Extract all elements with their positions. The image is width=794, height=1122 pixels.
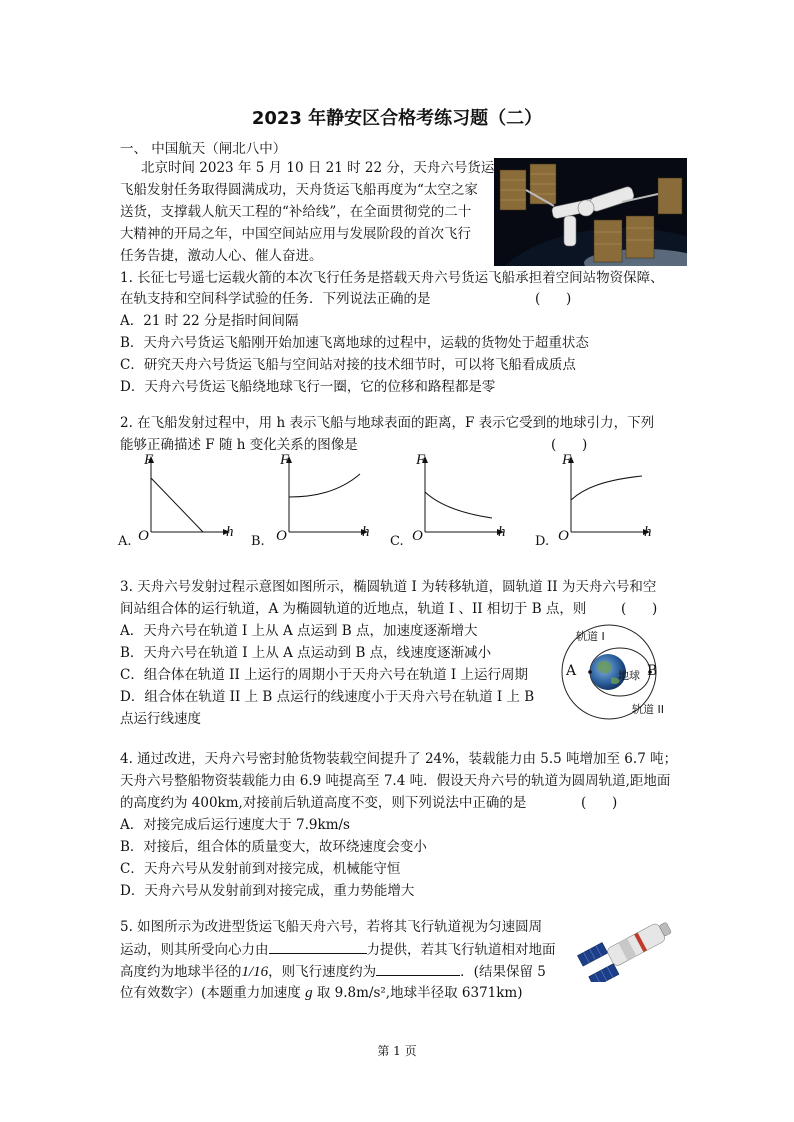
q3-option-a: A．天舟六号在轨道 I 上从 A 点运到 B 点，加速度逐渐增大 bbox=[120, 623, 478, 639]
axis-label-y: F bbox=[416, 452, 426, 468]
axis-label-x: h bbox=[362, 524, 370, 540]
q3-answer-paren[interactable]: ( ) bbox=[621, 601, 658, 617]
q1-option-a: A．21 时 22 分是指时间间隔 bbox=[120, 313, 299, 329]
q5-fraction: 1/16 bbox=[241, 964, 269, 980]
q4-option-a: A．对接完成后运行速度大于 7.9km/s bbox=[120, 817, 350, 833]
q2-option-c-label[interactable]: C. bbox=[390, 534, 404, 549]
q2-stem: 2. 在飞船发射过程中，用 h 表示飞船与地球表面的距离，F 表示它受到的地球引力，下列 bbox=[120, 415, 655, 431]
section-heading: 一、 中国航天（闸北八中） bbox=[120, 141, 287, 157]
q5-blank-force[interactable] bbox=[269, 939, 367, 954]
earth-label: 地球 bbox=[618, 669, 640, 682]
point-b-label: B bbox=[647, 663, 658, 679]
q2-stem: 能够正确描述 F 随 h 变化关系的图像是 bbox=[120, 437, 358, 453]
q3-option-b: B．天舟六号在轨道 I 上从 A 点运动到 B 点，线速度逐渐减小 bbox=[120, 645, 492, 661]
q4-stem: 的高度约为 400km,对接前后轨道高度不变，则下列说法中正确的是 bbox=[120, 795, 527, 811]
q5-blank-speed[interactable] bbox=[376, 961, 460, 976]
q4-stem: 4. 通过改进，天舟六号密封舱货物装载空间提升了 24%，装载能力由 5.5 吨增加至 6.7 吨； bbox=[120, 751, 678, 767]
intro-line: 飞船发射任务取得圆满成功，天舟货运飞船再度为“太空之家 bbox=[120, 182, 478, 198]
axis-label-y: F bbox=[280, 452, 290, 468]
origin-label: O bbox=[276, 528, 287, 544]
q4-stem: 天舟六号整船物资装载能力由 6.9 吨提高至 7.4 吨．假设天舟六号的轨道为圆周轨道,距地面 bbox=[120, 773, 671, 789]
origin-label: O bbox=[412, 528, 423, 544]
q3-option-c: C．组合体在轨道 II 上运行的周期小于天舟六号在轨道 I 上运行周期 bbox=[120, 667, 528, 683]
axis-label-y: F bbox=[562, 452, 572, 468]
page-number: 第 1 页 bbox=[377, 1044, 417, 1058]
q1-option-c: C．研究天舟六号货运飞船与空间站对接的技术细节时，可以将飞船看成质点 bbox=[120, 357, 576, 373]
q3-stem: 3. 天舟六号发射过程示意图如图所示，椭圆轨道 I 为转移轨道，圆轨道 II 为天舟六号和空 bbox=[120, 579, 657, 595]
q1-stem: 1. 长征七号遥七运载火箭的本次飞行任务是搭载天舟六号货运飞船承担着空间站物资保障、 bbox=[120, 270, 664, 286]
intro-line: 任务告捷，激动人心、催人奋进。 bbox=[120, 248, 323, 264]
q1-stem: 在轨支持和空间科学试验的任务．下列说法正确的是 bbox=[120, 291, 431, 307]
q5-line2: 运动，则其所受向心力由 力提供，若其飞行轨道相对地面 bbox=[120, 939, 556, 960]
q2-option-d-label[interactable]: D. bbox=[535, 534, 550, 549]
point-a-label: A bbox=[566, 663, 577, 679]
q1-option-b: B．天舟六号货运飞船刚开始加速飞离地球的过程中，运载的货物处于超重状态 bbox=[120, 335, 589, 351]
origin-label: O bbox=[138, 528, 149, 544]
q2-option-a-label[interactable]: A. bbox=[118, 534, 132, 549]
q2-option-b-label[interactable]: B. bbox=[251, 534, 265, 549]
q4-answer-paren[interactable]: ( ) bbox=[581, 795, 618, 811]
q1-option-d: D．天舟六号货运飞船绕地球飞行一圈，它的位移和路程都是零 bbox=[120, 379, 496, 395]
axis-label-y: F bbox=[144, 452, 154, 468]
q4-option-c: C．天舟六号从发射前到对接完成，机械能守恒 bbox=[120, 861, 401, 877]
space-station-photo bbox=[494, 158, 687, 266]
axis-label-x: h bbox=[644, 524, 652, 540]
orbit2-label: 轨道 II bbox=[632, 703, 664, 716]
intro-line: 北京时间 2023 年 5 月 10 日 21 时 22 分，天舟六号货运 bbox=[141, 160, 495, 176]
origin-label: O bbox=[558, 528, 569, 544]
q5-line3: 高度约为地球半径的1/16，则飞行速度约为 ．(结果保留 5 bbox=[120, 961, 546, 982]
axis-label-x: h bbox=[226, 524, 234, 540]
q5-line4: 位有效数字）(本题重力加速度 g 取 9.8m/s²,地球半径取 6371km) bbox=[120, 985, 523, 1001]
spacecraft-image bbox=[570, 912, 688, 982]
orbit1-label: 轨道 I bbox=[576, 630, 605, 643]
axis-label-x: h bbox=[498, 524, 506, 540]
q1-answer-paren[interactable]: ( ) bbox=[535, 291, 572, 307]
q4-option-b: B．对接后，组合体的质量变大，故环绕速度会变小 bbox=[120, 839, 427, 855]
q4-option-d: D．天舟六号从发射前到对接完成，重力势能增大 bbox=[120, 883, 415, 899]
q3-stem: 间站组合体的运行轨道，A 为椭圆轨道的近地点，轨道 I 、II 相切于 B 点，则 bbox=[120, 601, 587, 617]
q3-option-d: D．组合体在轨道 II 上 B 点运行的线速度小于天舟六号在轨道 I 上 B bbox=[120, 689, 535, 705]
q5-line1: 5. 如图所示为改进型货运飞船天舟六号，若将其飞行轨道视为匀速圆周 bbox=[120, 919, 543, 935]
page-title: 2023 年静安区合格考练习题（二） bbox=[251, 108, 543, 129]
intro-line: 送货，支撑载人航天工程的“补给线”，在全面贯彻党的二十 bbox=[120, 204, 472, 220]
intro-line: 大精神的开局之年，中国空间站应用与发展阶段的首次飞行 bbox=[120, 226, 471, 242]
q2-graphs bbox=[0, 448, 794, 558]
orbit-diagram bbox=[556, 623, 706, 723]
q2-answer-paren[interactable]: ( ) bbox=[551, 437, 588, 453]
q3-option-d-cont: 点运行线速度 bbox=[120, 711, 201, 727]
